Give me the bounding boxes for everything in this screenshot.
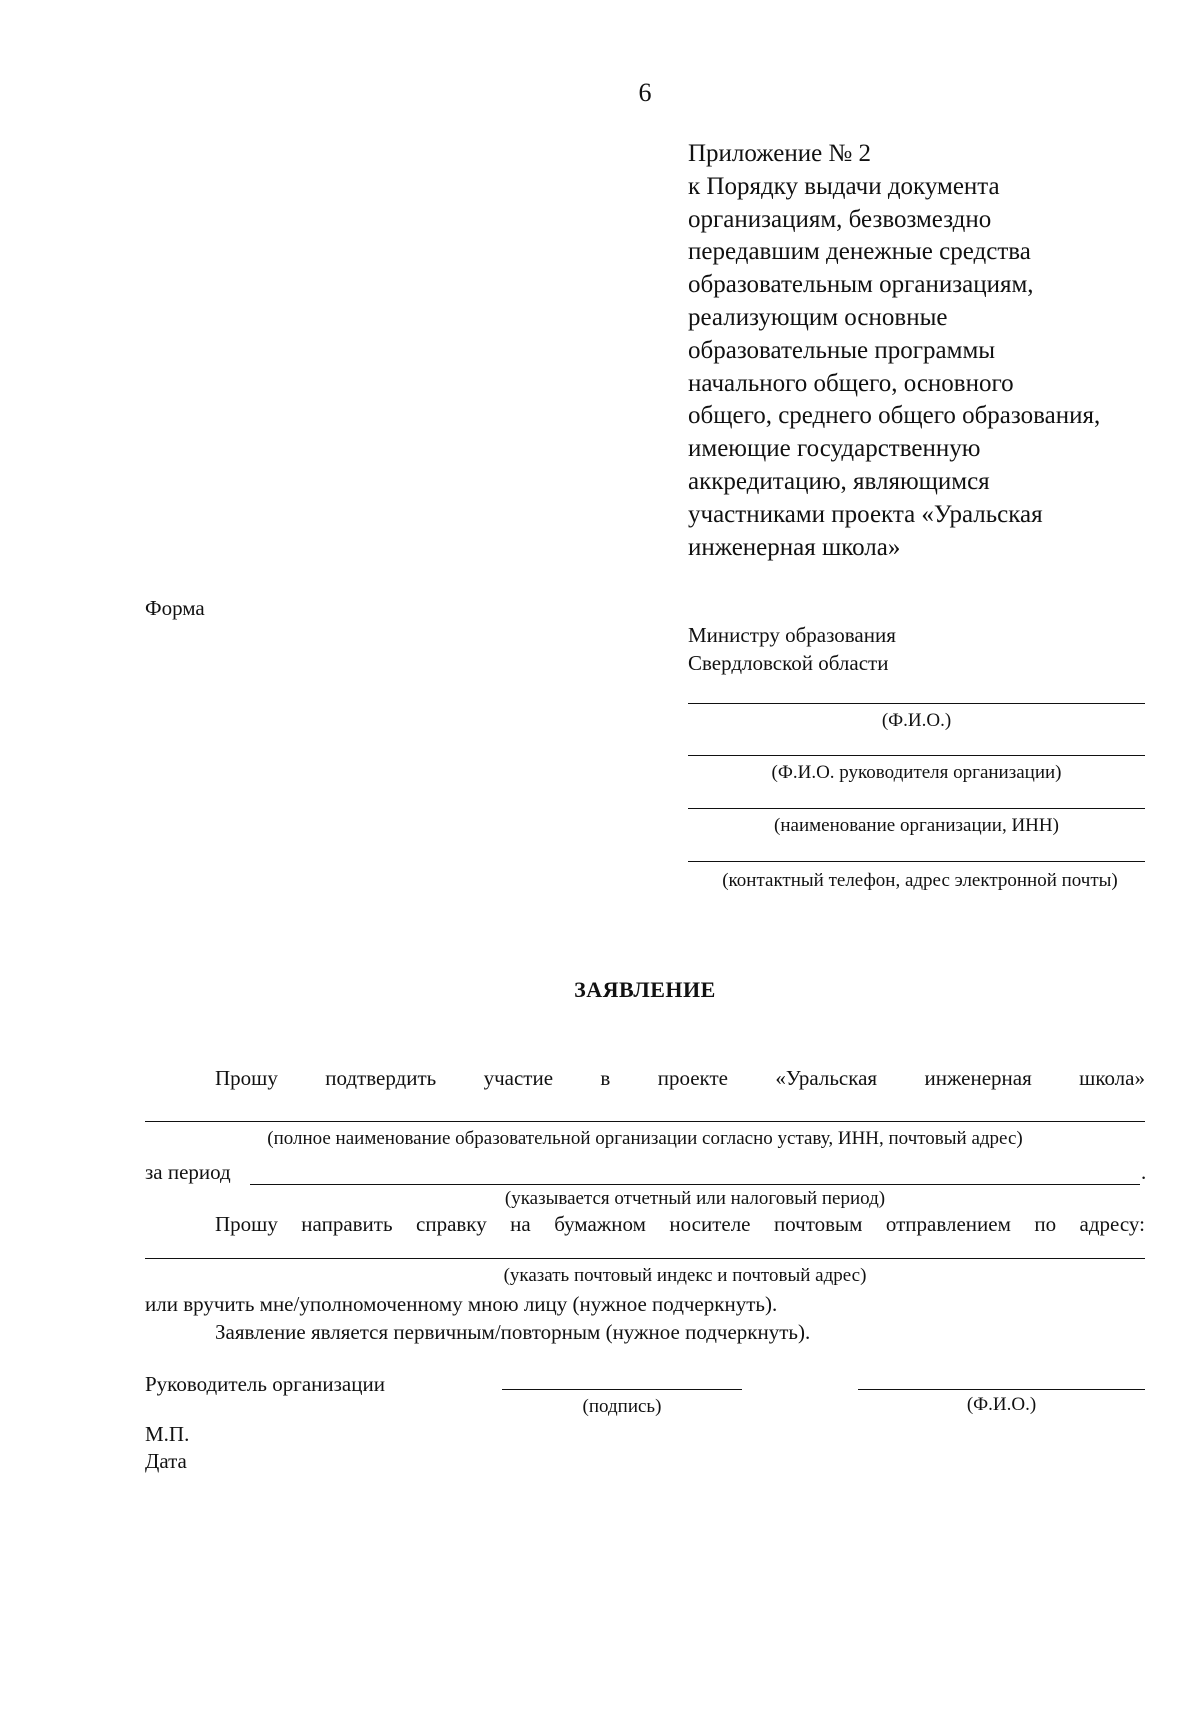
appendix-line: общего, среднего общего образования, [688, 402, 1101, 430]
signature-field-line[interactable] [502, 1389, 742, 1390]
period-label: за период [145, 1160, 231, 1184]
head-name-field-line[interactable] [858, 1389, 1145, 1390]
date-label: Дата [145, 1449, 187, 1473]
address-caption: (указать почтовый индекс и почтовый адрес) [503, 1265, 867, 1286]
head-fio-field-line[interactable] [688, 755, 1145, 756]
send-request: Прошу направить справку на бумажном носителе почтовым отправлением по адресу: [215, 1212, 1145, 1236]
contacts-caption: (контактный телефон, адрес электронной почты) [722, 870, 1118, 891]
address-field-line[interactable] [145, 1258, 1145, 1259]
addressee-line: Свердловской области [688, 651, 889, 675]
org-caption: (полное наименование образовательной организации согласно уставу, ИНН, почтовый адрес) [267, 1128, 1023, 1149]
fio-field-line[interactable] [688, 703, 1145, 704]
signature-caption: (подпись) [582, 1396, 662, 1417]
fio-caption: (Ф.И.О.) [881, 710, 952, 731]
addressee-line: Министру образования [688, 623, 896, 647]
appendix-line: к Порядку выдачи документа [688, 172, 1000, 200]
appendix-heading [688, 138, 1100, 564]
form-label: Форма [145, 596, 205, 620]
appendix-line: инженерная школа» [688, 533, 901, 561]
period-field-line[interactable] [250, 1184, 1140, 1185]
primary-repeat: Заявление является первичным/повторным (нужное подчеркнуть). [215, 1320, 811, 1344]
appendix-line: Приложение № 2 [688, 140, 872, 167]
stamp-label: М.П. [145, 1422, 190, 1446]
appendix-line: участниками проекта «Уральская [688, 500, 1043, 528]
contacts-field-line[interactable] [688, 861, 1145, 862]
head-label: Руководитель организации [145, 1372, 385, 1396]
document-title: ЗАЯВЛЕНИЕ [574, 977, 716, 1002]
org-field-line[interactable] [145, 1121, 1145, 1122]
appendix-line: передавшим денежные средства [688, 238, 1031, 266]
addressee [688, 621, 896, 677]
org-name-caption: (наименование организации, ИНН) [774, 815, 1059, 836]
period-end: . [1141, 1160, 1147, 1184]
appendix-line: аккредитацию, являющимся [688, 467, 990, 495]
appendix-line: образовательным организациям, [688, 271, 1034, 299]
head-name-caption: (Ф.И.О.) [966, 1394, 1037, 1415]
request-line: Прошу подтвердить участие в проекте «Уральская инженерная школа» [215, 1066, 1145, 1090]
appendix-line: организациям, безвозмездно [688, 205, 992, 233]
period-caption: (указывается отчетный или налоговый период) [504, 1188, 886, 1209]
deliver-option: или вручить мне/уполномоченному мною лицу (нужное подчеркнуть). [145, 1292, 778, 1316]
head-fio-caption: (Ф.И.О. руководителя организации) [771, 762, 1062, 783]
org-name-field-line[interactable] [688, 808, 1145, 809]
page-number: 6 [638, 78, 652, 107]
appendix-line: начального общего, основного [688, 369, 1014, 397]
appendix-line: реализующим основные [688, 303, 948, 331]
appendix-line: имеющие государственную [688, 435, 981, 463]
appendix-line: образовательные программы [688, 336, 996, 364]
